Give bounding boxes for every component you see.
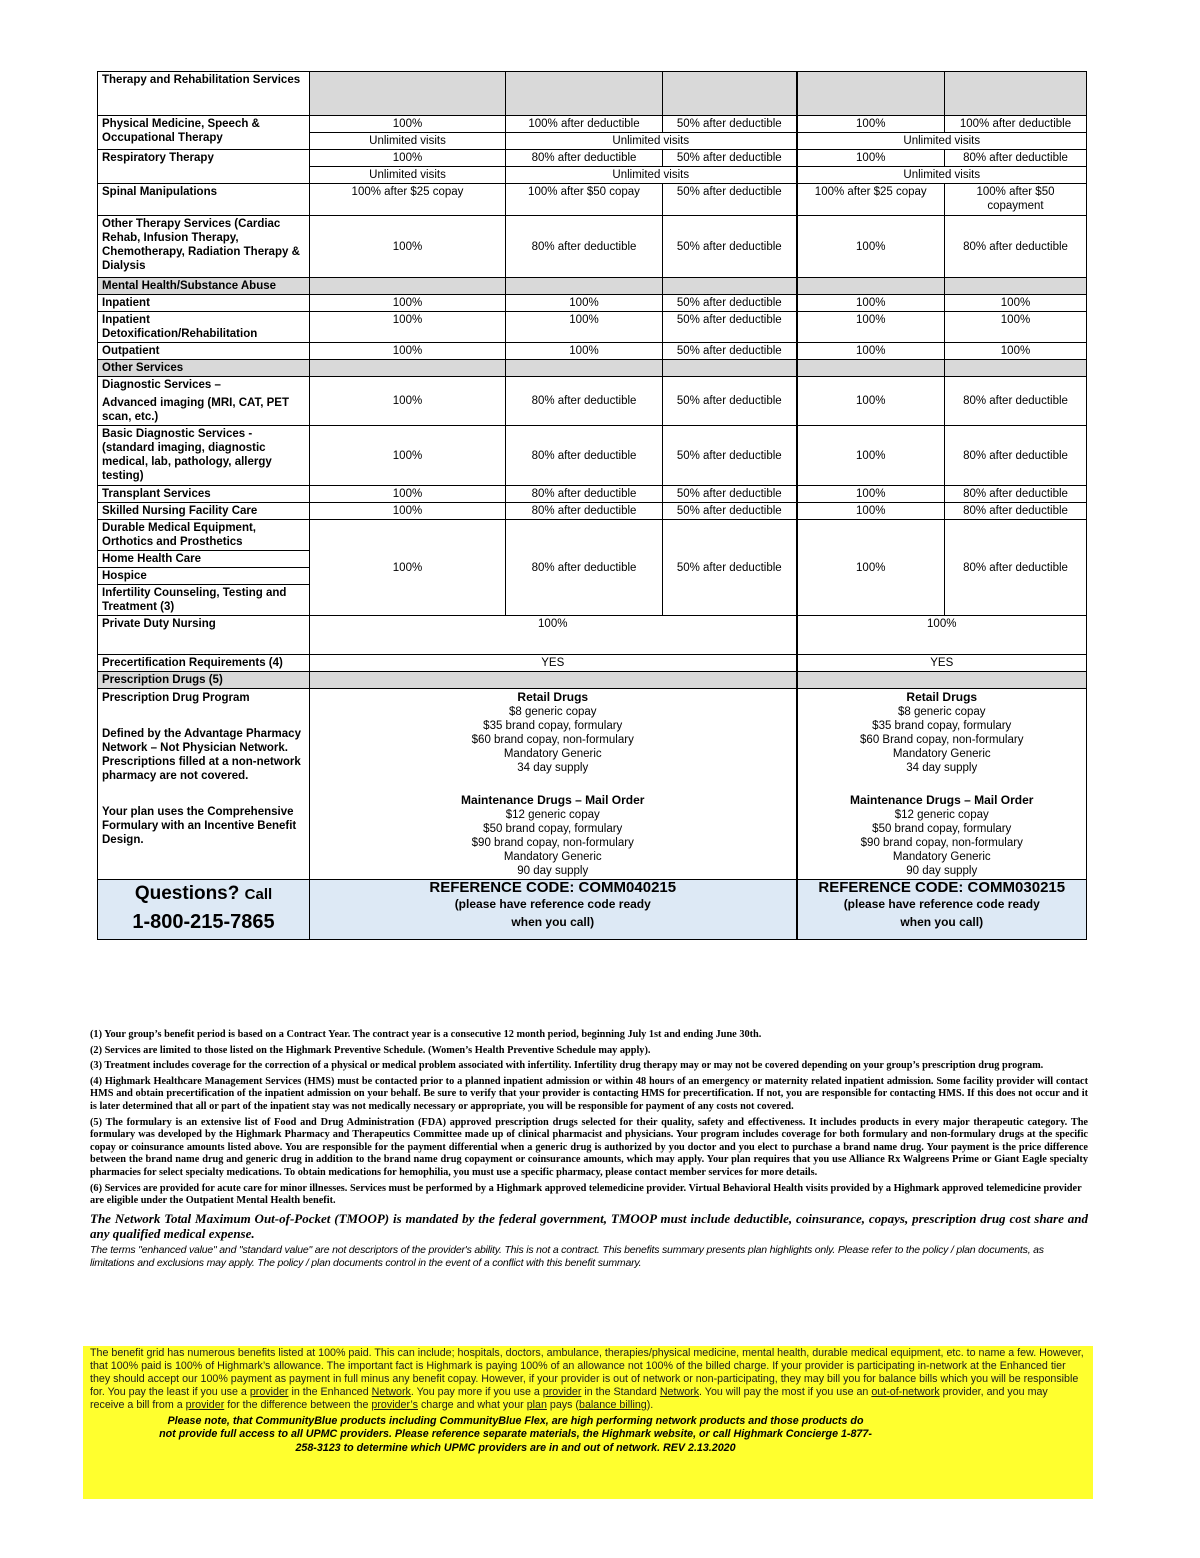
pdn-a: 100% [310, 616, 797, 655]
rx-b-retail-title: Retail Drugs [906, 690, 978, 704]
footnote-1: (1) Your group’s benefit period is based on a Contract Year. The contract year is a consecutive 12 month period, beginning July 1st and ending June 30th. [90, 1029, 762, 1040]
pt-visits-c: Unlimited visits [797, 133, 1087, 150]
questions-cell [98, 880, 310, 940]
other-header-label: Other Services [98, 360, 310, 377]
spinal-c4: 100% after $25 copay [797, 184, 945, 216]
footnote-3: (3) Treatment includes coverage for the correction of a physical or medical problem associated with infertility. Infertility drug therapy may or may not be covered depending on your group’s prescription drug program. [90, 1060, 1044, 1072]
outpatient-row [98, 343, 1087, 360]
pt-c1: 100% [310, 116, 506, 133]
precert-label: Precertification Requirements (4) [98, 655, 310, 672]
rx-a-m1: $12 generic copay [505, 809, 600, 821]
pt-c5: 100% after deductible [945, 116, 1087, 133]
dme-c1: 100% [310, 520, 506, 616]
snf-c2: 80% after deductible [506, 503, 663, 520]
questions-row [98, 880, 1087, 940]
rx-program-label: Prescription Drug Program [102, 692, 250, 704]
rx-b-m4: Mandatory Generic [892, 851, 991, 863]
resp-c4: 100% [797, 150, 945, 167]
rx-b-r2: $35 brand copay, formulary [872, 720, 1012, 732]
hospice-label: Hospice [98, 568, 310, 585]
pt-c4: 100% [797, 116, 945, 133]
pt-visits-b: Unlimited visits [506, 133, 797, 150]
rx-network-label: Defined by the Advantage Pharmacy Network – Not Physician Network. Prescriptions filled at a non-network pharmacy are not covered. [102, 728, 301, 782]
precert-row [98, 655, 1087, 672]
dme-row [98, 520, 1087, 551]
resp-label: Respiratory Therapy [98, 150, 310, 184]
other-therapy-c1: 100% [310, 216, 506, 278]
other-therapy-label: Other Therapy Services (Cardiac Rehab, Infusion Therapy, Chemotherapy, Radiation Therapy & Dialysis [98, 216, 310, 278]
snf-c4: 100% [797, 503, 945, 520]
inpatient-c4: 100% [797, 295, 945, 312]
dme-c5: 80% after deductible [945, 520, 1087, 616]
rx-a-r2: $35 brand copay, formulary [483, 720, 623, 732]
resp-visits-c: Unlimited visits [797, 167, 1087, 184]
diag-basic-c2: 80% after deductible [506, 426, 663, 486]
detox-c1: 100% [310, 312, 506, 343]
detox-c2: 100% [506, 312, 663, 343]
rx-a-r5: 34 day supply [517, 762, 589, 774]
pt-c3: 50% after deductible [663, 116, 797, 133]
outpatient-c4: 100% [797, 343, 945, 360]
rx-b-r1: $8 generic copay [897, 706, 986, 718]
rx-b-m3: $90 brand copay, non-formulary [860, 837, 1023, 849]
resp-c5: 80% after deductible [945, 150, 1087, 167]
rx-a-retail-title: Retail Drugs [517, 690, 589, 704]
inpatient-c2: 100% [506, 295, 663, 312]
ref-b-code: REFERENCE CODE: COMM030215 [818, 879, 1066, 896]
rx-label [98, 689, 310, 880]
footnotes [90, 1029, 1088, 1273]
rx-row [98, 689, 1087, 880]
diag-basic-c5: 80% after deductible [945, 426, 1087, 486]
other-therapy-c5: 80% after deductible [945, 216, 1087, 278]
footnote-5: (5) The formulary is an extensive list of Food and Drug Administration (FDA) approved prescription drugs selected for their quality, safety and effectiveness. It includes products in every major therapeutic category. The formulary was developed by the Highmark Pharmacy and Therapeutics Committee made up of clinical pharmacist and physicians. Your program includes coverage for both formulary and non-formulary drugs at the specific copay or coinsurance amounts listed above. You are responsible for the payment differential when a generic drug is authorized by you doctor and you elect to purchase a brand name drug. Your payment is the price difference between the brand name drug and generic drug in addition to the brand name drug copayment or coinsurance amounts, which may apply. Your plan requires that you use Alliance Rx Walgreens Prime or Giant Eagle specialty pharmacies for select specialty medications. To obtain medications for hemophilia, you must use a specific pharmacy, please contact member services for more details. [90, 1116, 1088, 1178]
diag-adv-label-a: Diagnostic Services – [102, 379, 221, 391]
detox-label: Inpatient Detoxification/Rehabilitation [98, 312, 310, 343]
communityblue-note: Please note, that CommunityBlue products including CommunityBlue Flex, are high performing network products and those products do not provide full access to all UPMC providers. Please reference separate materials, the Highmark website, or call Highmark Concierge 1-877-258-3123 to determine which UPMC providers are in and out of network. REV 2.13.2020 [159, 1415, 872, 1454]
provider-link-2[interactable]: provider [542, 1386, 582, 1398]
therapy-header-row [98, 72, 1087, 116]
resp-visits-b: Unlimited visits [506, 167, 797, 184]
snf-c5: 80% after deductible [945, 503, 1087, 520]
pdn-b: 100% [797, 616, 1087, 655]
snf-c3: 50% after deductible [663, 503, 797, 520]
transplant-c3: 50% after deductible [663, 486, 797, 503]
spinal-row [98, 184, 1087, 216]
footnote-2: (2) Services are limited to those listed on the Highmark Preventive Schedule. (Women’s Health Preventive Schedule may apply). [90, 1044, 651, 1056]
diag-basic-row [98, 426, 1087, 486]
resp-c2: 80% after deductible [506, 150, 663, 167]
rx-header-row [98, 672, 1087, 689]
precert-a: YES [310, 655, 797, 672]
terms-disclaimer: The terms "enhanced value" and "standard value" are not descriptors of the provider's ability. This is not a contract. This benefits summary presents plan highlights only. Please refer to the policy / plan documents, as limitations and exclusions may apply. The policy / plan documents control in the event of a conflict with this benefit summary. [90, 1243, 1044, 1269]
outpatient-c2: 100% [506, 343, 663, 360]
diag-adv-c4: 100% [797, 377, 945, 426]
rx-a-m4: Mandatory Generic [503, 851, 602, 863]
diag-adv-c2: 80% after deductible [506, 377, 663, 426]
rx-a-r1: $8 generic copay [508, 706, 597, 718]
rx-a-m2: $50 brand copay, formulary [483, 823, 623, 835]
diag-adv-c5: 80% after deductible [945, 377, 1087, 426]
detox-c3: 50% after deductible [663, 312, 797, 343]
inpatient-c1: 100% [310, 295, 506, 312]
footnote-6: (6) Services are provided for acute care for minor illnesses. Services must be performed by a Highmark approved telemedicine provider. Virtual Behavioral Health visits provided by a Highmark approved telemedicine provider are eligible under the Outpatient Mental Health benefit. [90, 1182, 1082, 1207]
rx-header-label: Prescription Drugs (5) [98, 672, 310, 689]
inpatient-row [98, 295, 1087, 312]
tmoop-note: The Network Total Maximum Out-of-Pocket (TMOOP) is mandated by the federal government, TMOOP must include deductible, coinsurance, copays, prescription drug cost share and any qualified medical expense. [90, 1210, 1088, 1241]
benefits-grid [97, 71, 1087, 940]
inpatient-c3: 50% after deductible [663, 295, 797, 312]
questions-label: Questions? [134, 883, 240, 904]
other-therapy-c4: 100% [797, 216, 945, 278]
transplant-c1: 100% [310, 486, 506, 503]
other-therapy-c2: 80% after deductible [506, 216, 663, 278]
therapy-header-label: Therapy and Rehabilitation Services [98, 72, 310, 116]
rx-formulary-label: Your plan uses the Comprehensive Formulary with an Incentive Benefit Design. [102, 806, 297, 846]
pt-visits-a: Unlimited visits [310, 133, 506, 150]
providers-link[interactable]: provider’s [371, 1399, 418, 1411]
transplant-c4: 100% [797, 486, 945, 503]
resp-c3: 50% after deductible [663, 150, 797, 167]
rx-b-maint-title: Maintenance Drugs – Mail Order [850, 793, 1034, 807]
outpatient-label: Outpatient [98, 343, 310, 360]
mh-header-row [98, 278, 1087, 295]
outpatient-c1: 100% [310, 343, 506, 360]
rx-a-maint-title: Maintenance Drugs – Mail Order [461, 793, 645, 807]
footnote-4: (4) Highmark Healthcare Management Services (HMS) must be contacted prior to a planned inpatient admission or within 48 hours of an emergency or maternity related inpatient admission. Some facility provider will contact HMS and obtain precertification of the inpatient admission on your behalf. Be sure to verify that your provider is contacting HMS for precertification. If not, you are responsible for contacting HMS. If this does not occur and it is later determined that all or part of the inpatient stay was not medically necessary or appropriate, you will be responsible for payment of any costs not covered. [90, 1075, 1088, 1112]
pt-c2: 100% after deductible [506, 116, 663, 133]
balance-billing-text: The benefit grid has numerous benefits listed at 100% paid. This can include; hospitals, doctors, ambulance, therapies/physical medicine, mental health, durable medical equipment, etc. to name a few. However, that 100% paid is 100% of Highmark’s allowance. The important fact is Highmark is paying 100% of an allowance not 100% of the billed charge. If your provider is participating in-network at the Enhanced tier they should accept our 100% payment as payment in full minus any benefit copay. However, if your provider is out of network or non-participating, they may bill you for balance bills which you will be responsible for. You pay the least if you use a provider in the Enhanced Network. You pay more if you use a provider in the Standard Network. You will pay the most if you use an out-of-network provider, and you may receive a bill from a provider for the difference between the provider’s charge and what your plan pays (balance billing). [90, 1347, 1084, 1411]
spinal-c3: 50% after deductible [663, 184, 797, 216]
network-link-2[interactable]: Network [659, 1386, 700, 1398]
diag-adv-label [98, 377, 310, 426]
dme-label: Durable Medical Equipment, Orthotics and Prosthetics [98, 520, 310, 551]
home-health-label: Home Health Care [98, 551, 310, 568]
rx-plan-a [310, 689, 797, 880]
transplant-label: Transplant Services [98, 486, 310, 503]
ref-a-note1: (please have reference code ready [454, 897, 651, 911]
diag-adv-c1: 100% [310, 377, 506, 426]
resp-row [98, 150, 1087, 167]
call-label: Call [244, 886, 273, 903]
other-header-row [98, 360, 1087, 377]
detox-c4: 100% [797, 312, 945, 343]
other-therapy-row [98, 216, 1087, 278]
rx-a-m5: 90 day supply [517, 865, 589, 877]
ref-b-cell [797, 880, 1087, 940]
rx-plan-b [797, 689, 1087, 880]
ref-a-note2: when you call) [511, 915, 595, 929]
spinal-label: Spinal Manipulations [98, 184, 310, 216]
rx-b-m5: 90 day supply [906, 865, 978, 877]
spinal-c5: 100% after $50 copayment [945, 184, 1087, 216]
diag-basic-c1: 100% [310, 426, 506, 486]
detox-row [98, 312, 1087, 343]
diag-adv-label-b: Advanced imaging (MRI, CAT, PET scan, etc.) [102, 397, 289, 423]
ref-a-code: REFERENCE CODE: COMM040215 [429, 879, 677, 896]
snf-row [98, 503, 1087, 520]
balance-billing-link[interactable]: balance billing [579, 1399, 647, 1411]
snf-label: Skilled Nursing Facility Care [98, 503, 310, 520]
diag-basic-label: Basic Diagnostic Services - (standard imaging, diagnostic medical, lab, pathology, allergy testing) [98, 426, 310, 486]
plan-link[interactable]: plan [526, 1399, 547, 1411]
precert-b: YES [797, 655, 1087, 672]
provider-link-1[interactable]: provider [249, 1386, 289, 1398]
ref-b-note1: (please have reference code ready [843, 897, 1040, 911]
spinal-c1: 100% after $25 copay [310, 184, 506, 216]
inpatient-c5: 100% [945, 295, 1087, 312]
snf-c1: 100% [310, 503, 506, 520]
dme-c3: 50% after deductible [663, 520, 797, 616]
rx-a-r3: $60 brand copay, non-formulary [471, 734, 634, 746]
pdn-label: Private Duty Nursing [98, 616, 310, 655]
outpatient-c5: 100% [945, 343, 1087, 360]
transplant-row [98, 486, 1087, 503]
diag-basic-c4: 100% [797, 426, 945, 486]
transplant-c5: 80% after deductible [945, 486, 1087, 503]
rx-b-m1: $12 generic copay [894, 809, 989, 821]
mh-header-label: Mental Health/Substance Abuse [98, 278, 310, 295]
provider-link-3[interactable]: provider [185, 1399, 225, 1411]
balance-billing-notice [83, 1346, 1093, 1499]
pt-label: Physical Medicine, Speech & Occupational Therapy [98, 116, 310, 150]
spinal-c2: 100% after $50 copay [506, 184, 663, 216]
rx-a-r4: Mandatory Generic [503, 748, 602, 760]
diag-adv-c3: 50% after deductible [663, 377, 797, 426]
infertility-label: Infertility Counseling, Testing and Treatment (3) [98, 585, 310, 616]
pt-row [98, 116, 1087, 133]
transplant-c2: 80% after deductible [506, 486, 663, 503]
detox-c5: 100% [945, 312, 1087, 343]
rx-b-r5: 34 day supply [906, 762, 978, 774]
other-therapy-c3: 50% after deductible [663, 216, 797, 278]
rx-b-m2: $50 brand copay, formulary [872, 823, 1012, 835]
ref-b-note2: when you call) [900, 915, 984, 929]
resp-c1: 100% [310, 150, 506, 167]
dme-c4: 100% [797, 520, 945, 616]
resp-visits-a: Unlimited visits [310, 167, 506, 184]
outpatient-c3: 50% after deductible [663, 343, 797, 360]
diag-adv-row [98, 377, 1087, 426]
out-of-network-link[interactable]: out-of-network [871, 1386, 940, 1398]
pdn-row [98, 616, 1087, 655]
rx-b-r4: Mandatory Generic [892, 748, 991, 760]
network-link-1[interactable]: Network [371, 1386, 411, 1398]
phone-number[interactable]: 1-800-215-7865 [132, 911, 275, 933]
ref-a-cell [310, 880, 797, 940]
dme-c2: 80% after deductible [506, 520, 663, 616]
inpatient-label: Inpatient [98, 295, 310, 312]
rx-a-m3: $90 brand copay, non-formulary [471, 837, 634, 849]
rx-b-r3: $60 Brand copay, non-formulary [860, 734, 1024, 746]
diag-basic-c3: 50% after deductible [663, 426, 797, 486]
